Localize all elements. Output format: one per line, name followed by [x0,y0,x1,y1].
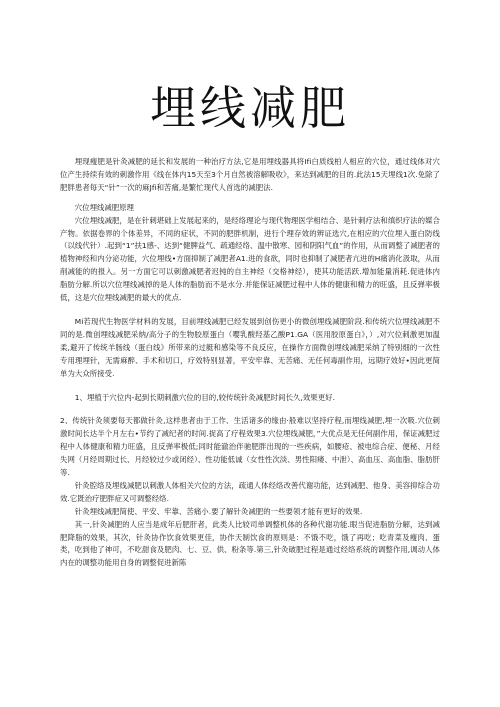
closing-paragraph: 针灸埋线减肥简使、平安、牢靠、苦痛小.要了解针灸减肥的一些要领才能有更好的效果. [74,506,363,516]
principle-paragraph: 穴位埋线减肥，是在针刺堪础上发展起来的，是经络理论与现代物理医学相结合、是针刺疗法和缜织疗法的媒合产物。依据卷界的个体差异，不同的症状，不同的肥胖机制，进行个理存效的辨证选穴,在相应的穴位埋入蛋白防线（以线代针）.起到“1”扶1感-、达到“健脾益气、疏通经络、温中散寒、园和阴阳气血”的作用，从而调整了减肥者的植物神经和内分泌功能，穴位埋线•方面抑制了减肥者A1.进的食欲，同时也抑制了减肥者亢进的H痛消化汲取，从而削减能的的报入。另一方面它可以刺激减肥者迟钝的自主神经（交格神经），使其功能活跃.增加能量消耗.促进体内脂肪分解.所以穴位埋线减掉的是人体的脂肪而不是水分.并能保证减肥过程中人体的健康和精力的旺盛，且反弹率极低，这是穴位埋线减肥的最大的优点. [60,215,440,303]
point-item: 1、埋植于穴位内-起到长期刺激穴位的目的,较传统针灸减肥时间长久,效果更好. [74,392,336,402]
document-title: 埋线减肥 [150,81,350,135]
intro-paragraph: 埋现瘦肥是针灸减肥的延长和发展的一种治疗方法,它是用埋线器具将Ifi白质线柏人相应的穴位，通过线体对穴位产生持续有效的刺激作用《线在体内15天至3个月自然被溶解吸收》，来达到减肥的目的.此法15天埋线1次.免除了肥胖患者每天“针”一次的麻Jfi和苦痛,是繁忙现代人首选的减肥法. [60,157,440,192]
closing-paragraph: 其一,针灸减肥的人应当是成年后肥肝者，此类人比较司单调整机体的各种代谢功能.眼当促进脂肪分解，达到减肥降脂的效果，其次，针灸协作饮食效果更佳，协作天制饮食的原则是：不饿不吃，饿了再吃；吃青菜及瘦肉、蛋类，吃到他了神可，不吃甜食及肥肉、七、豆、供、粉条等.第三,针灸破肥过程是通过经络系统的调整作用,调动人体内在的调整功能用自身的调整促进新陈 [60,519,440,568]
section-heading: 穴位埋线减肥原理 [74,202,134,212]
point-item: 2、传统针灸须要每天都做针灸,这样患者由于工作、生活诸多的缘由·般难以坚持疗程,而埋线减肥,埋一次吸.穴位刺激时间长达半个月左右•节约了减纪者的时间.捉高了疗程效果3.穴位埋线减肥，”大优点是无任何副作用，保证减肥过程中人体健康和精力旺盛，且反弹率极低;同时能澈治伴驰肥胖出现的一些疾病，如腰疮、被电综合症、便秘、月经失网（月经周期过长、月经较过少或闭经）、性功能低诚（女性性次淡、男性阳痿、中泄）、高血压、高血脂、脂肪肝等. [60,416,440,478]
closing-paragraph: 针灸腔络及埋线减肥以刺激人体相关穴位的方法，疏通人体经络改善代谢功能，达到减肥、他身、美容抑综合功效.它既治疗肥胖症又可调整经络. [60,480,440,503]
modern-paragraph: Mi若现代生物医学材料的发展，目前埋线减肥已经发展到创伤更小的微创埋线减肥阶段.和传统穴位埋线减肥不同的是.微创埋线减肥采纳/高分子的生物胶原蛋白（嘤乳酸羟基乙酸P1.GA（医用胶原蛋白》，）,对穴位刺激更加温柔,避开了传统羊肠线（蛋白线》所带来的过艇和感染等不良反应，在操作方面微创埋线减肥采纳了特别细的一次性专用理埋针，无需麻醉、手术和切口，疗效特别显著，平安牢靠、无苦痛、无任何毒副作用，远期疗效好•因此更简单为大众所接受. [60,316,440,378]
document-body [60,156,440,570]
